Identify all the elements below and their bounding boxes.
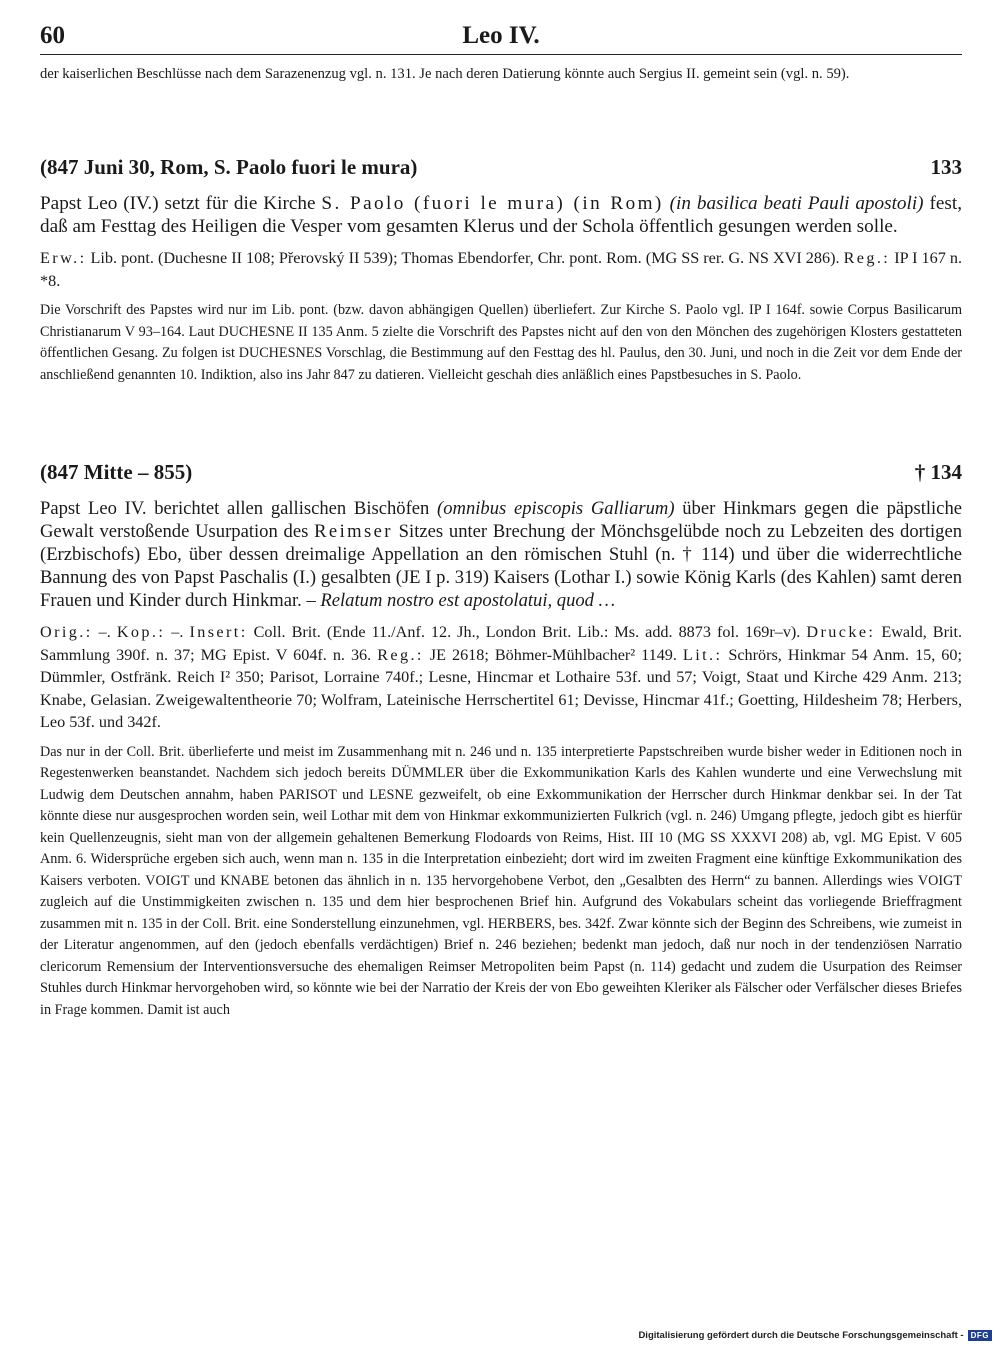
entry-number: † 134 — [914, 460, 962, 484]
running-head — [40, 22, 962, 55]
source-references: Orig.: –. Kop.: –. Insert: Coll. Brit. (Ende 11./Anf. 12. Jh., London Brit. Lib.: Ms. add. 8873 fol. 169r–v). Drucke: Ewald, Brit. Sammlung 390f. n. 37; MG Epist. V 604f. n. 36. Reg.: JE 2618; Böhmer-Mühlbacher² 1149. Lit.: Schrörs, Hinkmar 54 Anm. 15, 60; Dümmler, Ostfränk. Reich I² 350; Parisot, Lorraine 740f.; Lesne, Hincmar et Lothaire 53f. und 57; Voigt, Staat und Kirche 429 Anm. 213; Knabe, Gelasian. Zweigewaltentheorie 70; Wolfram, Lateinische Herrschertitel 61; Devisse, Hincmar 41f.; Goetting, Hildesheim 78; Herbers, Leo 53f. und 342f. — [40, 623, 963, 731]
running-title: Leo IV. — [462, 22, 540, 49]
regest-text: Papst Leo (IV.) setzt für die Kirche S. Paolo (fuori le mura) (in Rom) (in basilica beati Pauli apostoli) fest, daß am Festtag des Heiligen die Vesper vom gesamten Klerus und der Schola öffentlich gesungen werden solle. — [40, 193, 962, 237]
entry-134 — [40, 460, 962, 1021]
entry-date-place: (847 Juni 30, Rom, S. Paolo fuori le mura) — [40, 155, 418, 179]
digitization-footer — [638, 1330, 992, 1341]
entry-date-place: (847 Mitte – 855) — [40, 460, 193, 484]
source-references: Erw.: Lib. pont. (Duchesne II 108; Přerovský II 539); Thomas Ebendorfer, Chr. pont. Rom. (MG SS rer. G. NS XVI 286). Reg.: IP I 167 n. *8. — [40, 249, 963, 290]
entry-133 — [40, 155, 962, 386]
regest-text: Papst Leo IV. berichtet allen gallischen Bischöfen (omnibus episcopis Galliarum) über Hinkmars gegen die päpstliche Gewalt verstoßende Usurpation des Reimser Sitzes unter Brechung der Mönchsgelübde noch zu Lebzeiten des dortigen (Erzbischofs) Ebo, über dessen dreimalige Appellation an den römischen Stuhl (n. † 114) und über die widerrechtliche Bannung des von Papst Paschalis (I.) gesalbten (JE I p. 319) Kaisers (Lothar I.) sowie König Karls (des Kahlen) samt deren Frauen und Kinder durch Hinkmar. – Relatum nostro est apostolatui, quod … — [40, 498, 962, 611]
page — [40, 22, 962, 1021]
carryover-paragraph: der kaiserlichen Beschlüsse nach dem Sarazenenzug vgl. n. 131. Je nach deren Datierung könnte auch Sergius II. gemeint sein (vgl. n. 59). — [40, 66, 850, 82]
entry-heading — [40, 460, 962, 485]
entry-number: 133 — [930, 155, 962, 179]
entry-heading — [40, 155, 962, 180]
commentary: Das nur in der Coll. Brit. überlieferte und meist im Zusammenhang mit n. 246 und n. 135 interpretierte Papstschreiben wurde bisher weder in Editionen noch in Regestenwerken beanstandet. Nachdem sich jedoch bereits DÜMMLER über die Exkommunikation Karls des Kahlen wunderte und eine Verwechslung mit Ludwig dem Deutschen annahm, haben PARISOT und LESNE gezweifelt, ob eine Exkommunikation der Herrscher durch Hinkmar denkbar sei. In der Tat könnte diese nur ausgesprochen worden sein, weil Lothar mit dem von Hinkmar exkommunizierten Fulkrich (vgl. n. 246) Umgang pflegte, jedoch gibt es hierfür kein Quellenzeugnis, sieht man von der allgemein gehaltenen Bemerkung Flodoards von Reims, Hist. III 10 (MG SS XXXVI 208) ab, vgl. MG Epist. V 605 Anm. 6. Widersprüche ergeben sich auch, wenn man n. 135 in die Interpretation einbezieht; dort wird im zweiten Fragment eine künftige Exkommunikation des Kaisers verboten. VOIGT und KNABE betonen das ähnlich in n. 135 hervorgehobene Verbot, den „Gesalbten des Herrn“ zu bannen. Allerdings wies VOIGT zugleich auf die Unstimmigkeiten zwischen n. 135 und dem hier besprochenen Brief hin. Aufgrund des Vokabulars scheint das vorliegende Brieffragment zusammen mit n. 135 in der Coll. Brit. eine Sonderstellung einzunehmen, vgl. HERBERS, bes. 342f. Zwar könnte sich der Beginn des Schreibens, wie zumeist in der Literatur angenommen, auf den (jedoch ebenfalls verdächtigen) Brief n. 246 beziehen; bedenkt man jedoch, daß nur noch in der tendenziösen Narratio clericorum Remensium der Interventionsversuche des ehemaligen Reimser Metropoliten beim Papst (n. 114) gedacht und zudem die Usurpation des Reimser Stuhles durch Hinkmar hervorgehoben wird, so könnte wie bei der Narratio der Kreis der von Ebo geweihten Kleriker als Fälscher oder Verfälscher dieses Briefes in Frage kommen. Damit ist auch — [40, 743, 962, 1018]
page-number: 60 — [40, 22, 65, 49]
commentary: Die Vorschrift des Papstes wird nur im Lib. pont. (bzw. davon abhängigen Quellen) überliefert. Zur Kirche S. Paolo vgl. IP I 164f. sowie Corpus Basilicarum Christianarum V 93–164. Laut DUCHESNE II 135 Anm. 5 zielte die Vorschrift des Papstes nicht auf den von den Mönchen des zugehörigen Klosters gestatteten öffentlichen Gesang. Zu folgen ist DUCHESNES Vorschlag, die Bestimmung auf den Festtag des hl. Paulus, den 30. Juni, und noch in die Zeit vor dem Ende der anschließend genannten 10. Indiktion, also ins Jahr 847 zu datieren. Vielleicht geschah dies anläßlich eines Papstbesuches in S. Paolo. — [40, 302, 962, 383]
footer-text: Digitalisierung gefördert durch die Deutsche Forschungsgemeinschaft - — [638, 1330, 964, 1341]
dfg-logo: DFG — [968, 1330, 992, 1341]
